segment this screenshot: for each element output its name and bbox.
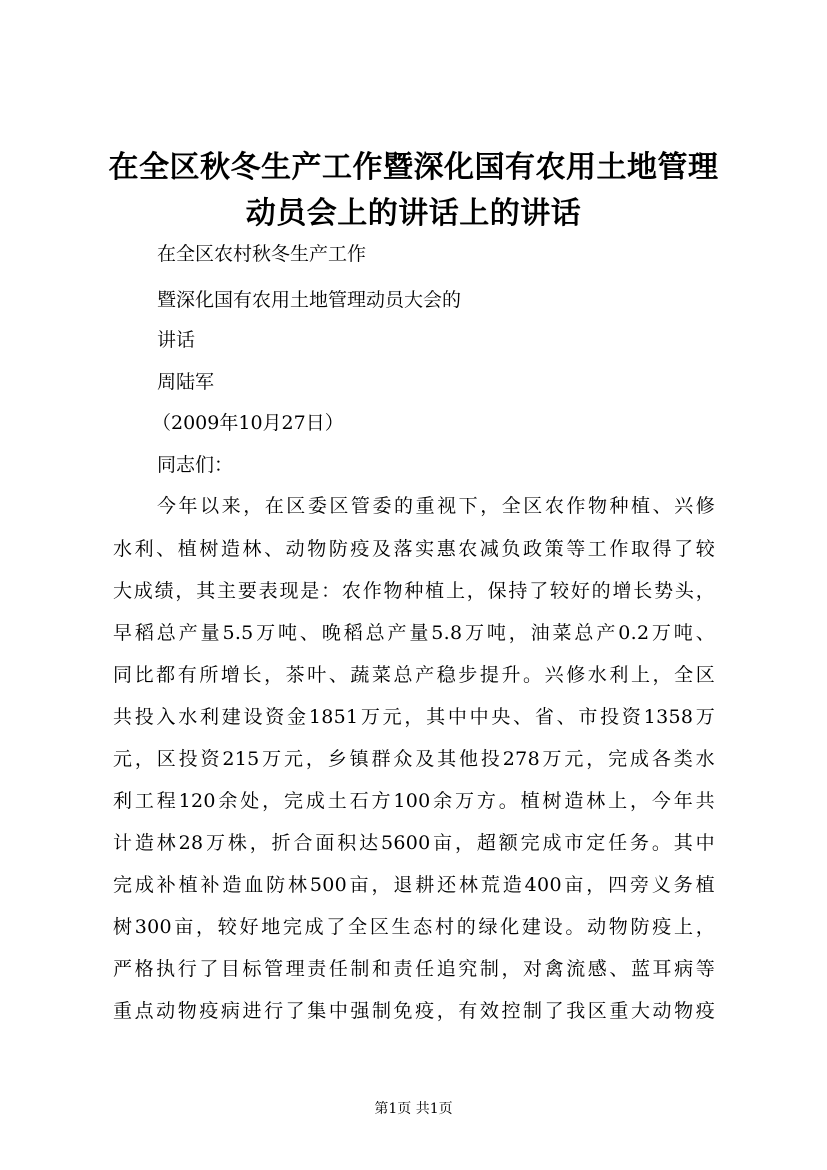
header-line-event-cont: 暨深化国有农用土地管理动员大会的 [157,289,462,311]
body-line: 利工程120余处，完成土石方100余万方。植树造林上，今年共 [113,790,715,812]
body-line: 今年以来，在区委区管委的重视下，全区农作物种植、兴修 [157,495,715,517]
body-line: 树300亩，较好地完成了全区生态村的绿化建设。动物防疫上， [113,916,715,938]
body-line: 共投入水利建设资金1851万元，其中中央、省、市投资1358万 [113,706,715,728]
body-line: 重点动物疫病进行了集中强制免疫，有效控制了我区重大动物疫 [113,1000,715,1022]
header-line-event: 在全区农村秋冬生产工作 [157,243,367,265]
body-line: 早稻总产量5.5万吨、晚稻总产量5.8万吨，油菜总产0.2万吨、 [113,622,715,644]
body-line: 完成补植补造血防林500亩，退耕还林荒造400亩，四旁义务植 [113,874,715,896]
body-line: 大成绩，其主要表现是：农作物种植上，保持了较好的增长势头， [113,580,715,602]
body-line: 计造林28万株，折合面积达5600亩，超额完成市定任务。其中 [113,832,715,854]
body-line: 水利、植树造林、动物防疫及落实惠农减负政策等工作取得了较 [113,538,715,560]
page-footer: 第1页 共1页 [374,1101,453,1117]
document-title-line-2: 动员会上的讲话上的讲话 [245,196,582,231]
speaker-name: 周陆军 [157,371,215,393]
document-title-line-1: 在全区秋冬生产工作暨深化国有农用土地管理 [108,150,719,185]
header-line-speech: 讲话 [157,329,196,351]
speech-date: （2009年10月27日） [152,412,344,434]
body-line: 严格执行了目标管理责任制和责任追究制，对禽流感、蓝耳病等 [113,958,715,980]
body-line: 元，区投资215万元，乡镇群众及其他投278万元，完成各类水 [113,748,715,770]
salutation: 同志们： [157,454,234,476]
body-line: 同比都有所增长，茶叶、蔬菜总产稳步提升。兴修水利上，全区 [113,664,715,686]
